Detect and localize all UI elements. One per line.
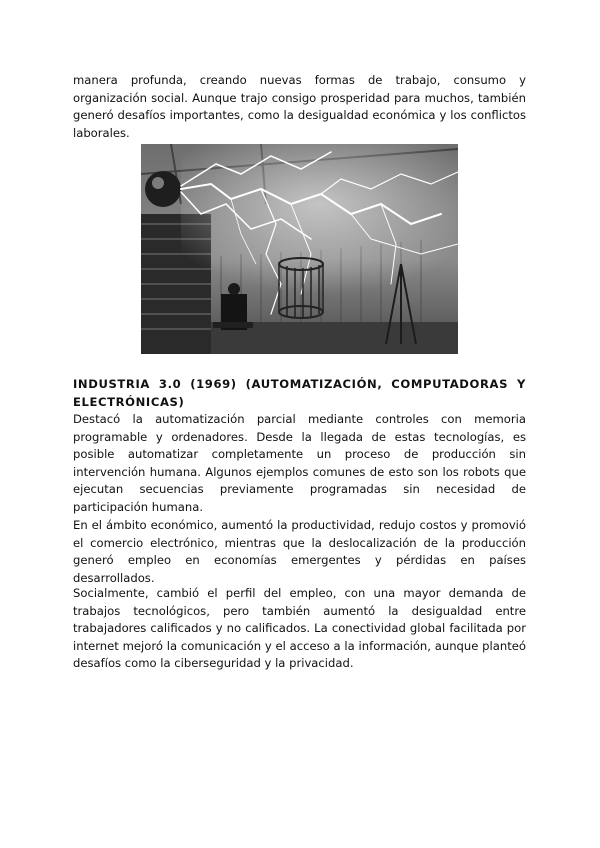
section-heading: INDUSTRIA 3.0 (1969) (AUTOMATIZACIÓN, COMPUTADORAS Y ELECTRÓNICAS)	[73, 377, 526, 409]
intro-paragraph: manera profunda, creando nuevas formas de trabajo, consumo y organización social. Aunque trajo consigo prosperidad para muchos, también generó desafíos importantes, como la desigualdad económica y los conflictos laborales.	[73, 73, 526, 140]
section-paragraph: Socialmente, cambió el perfil del empleo, con una mayor demanda de trabajos tecnológicos, pero también aumentó la desigualdad entre trabajadores calificados y no calificados. La conectividad global facilitada por internet mejoró la comunicación y el acceso a la información, aunque planteó desafíos como la ciberseguridad y la privacidad.	[73, 586, 526, 671]
section-paragraph: En el ámbito económico, aumentó la productividad, redujo costos y promovió el comercio electrónico, mientras que la deslocalización de la producción generó empleo en economías emergentes y pérdidas en países desarrollados.	[73, 518, 526, 585]
section-paragraph: Destacó la automatización parcial mediante controles con memoria programable y ordenadores. Desde la llegada de estas tecnologías, es posible automatizar completamente un proceso de producción sin intervención humana. Algunos ejemplos comunes de esto son los robots que ejecutan secuencias previamente programadas sin necesidad de participación humana.	[73, 412, 526, 514]
lab-photo	[141, 144, 458, 354]
